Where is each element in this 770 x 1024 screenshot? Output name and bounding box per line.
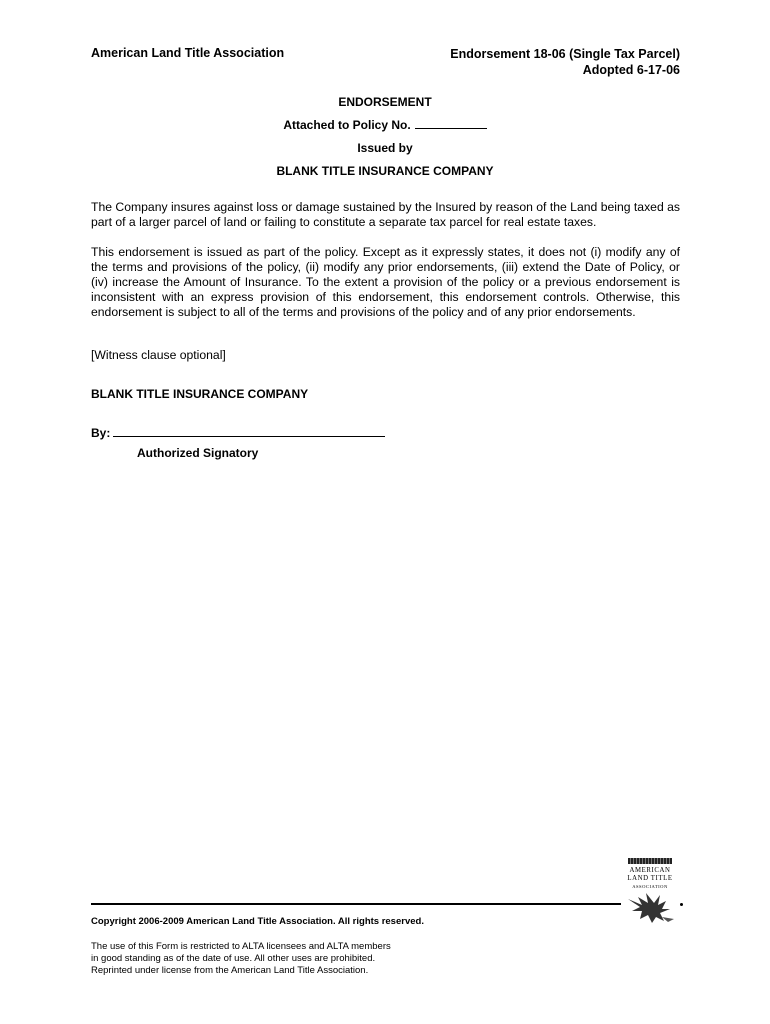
alta-logo <box>620 858 684 934</box>
logo-line-3: ASSOCIATION <box>632 884 668 889</box>
attached-to-policy-label: Attached to Policy No. <box>283 118 411 132</box>
usage-line-2: in good standing as of the date of use. All other uses are prohibited. <box>91 953 376 964</box>
logo-line-2: LAND TITLE <box>627 875 673 882</box>
header-adopted-date: Adopted 6-17-06 <box>582 63 680 77</box>
coverage-paragraph: The Company insures against loss or damage sustained by the Insured by reason of the Land being taxed as part of a larger parcel of land or failing to constitute a separate tax parcel for real estate taxes. <box>91 200 680 229</box>
header-endorsement-title: Endorsement 18-06 (Single Tax Parcel) <box>450 47 680 61</box>
authorized-signatory: Authorized Signatory <box>137 446 259 460</box>
endorsement-terms-paragraph: This endorsement is issued as part of the policy. Except as it expressly states, it does not (i) modify any of the terms and provisions of the policy, (ii) modify any prior endorsements, (iii) extend the Date of Policy, or (iv) increase the Amount of Insurance. To the extent a provision of the policy or a previous endorsement is inconsistent with an express provision of this endorsement, this endorsement controls. Otherwise, this endorsement is subject to all of the terms and provisions of the policy and of any prior endorsements. <box>91 245 680 319</box>
signature-blank[interactable] <box>113 426 385 437</box>
logo-line-1: AMERICAN <box>629 867 671 874</box>
copyright-notice: Copyright 2006-2009 American Land Title Association. All rights reserved. <box>91 916 424 927</box>
logo-bar <box>628 858 672 864</box>
document-title: ENDORSEMENT <box>338 95 432 109</box>
policy-number-blank[interactable] <box>415 118 487 129</box>
header-endorsement-info <box>450 46 680 78</box>
signature-company: BLANK TITLE INSURANCE COMPANY <box>91 387 309 401</box>
attached-to-policy <box>0 118 770 132</box>
usage-line-3: Reprinted under license from the American Land Title Association. <box>91 965 369 976</box>
by-label: By: <box>91 426 111 440</box>
eagle-icon <box>620 891 680 925</box>
footer-dot <box>680 903 683 906</box>
witness-clause: [Witness clause optional] <box>91 348 226 362</box>
usage-notice <box>91 941 391 977</box>
usage-line-1: The use of this Form is restricted to ALTA licensees and ALTA members <box>91 941 391 952</box>
issued-by: Issued by <box>357 141 413 155</box>
header-organization: American Land Title Association <box>91 46 285 60</box>
footer-rule <box>91 903 621 905</box>
signature-by-line <box>91 426 385 440</box>
company-name-heading: BLANK TITLE INSURANCE COMPANY <box>276 164 494 178</box>
